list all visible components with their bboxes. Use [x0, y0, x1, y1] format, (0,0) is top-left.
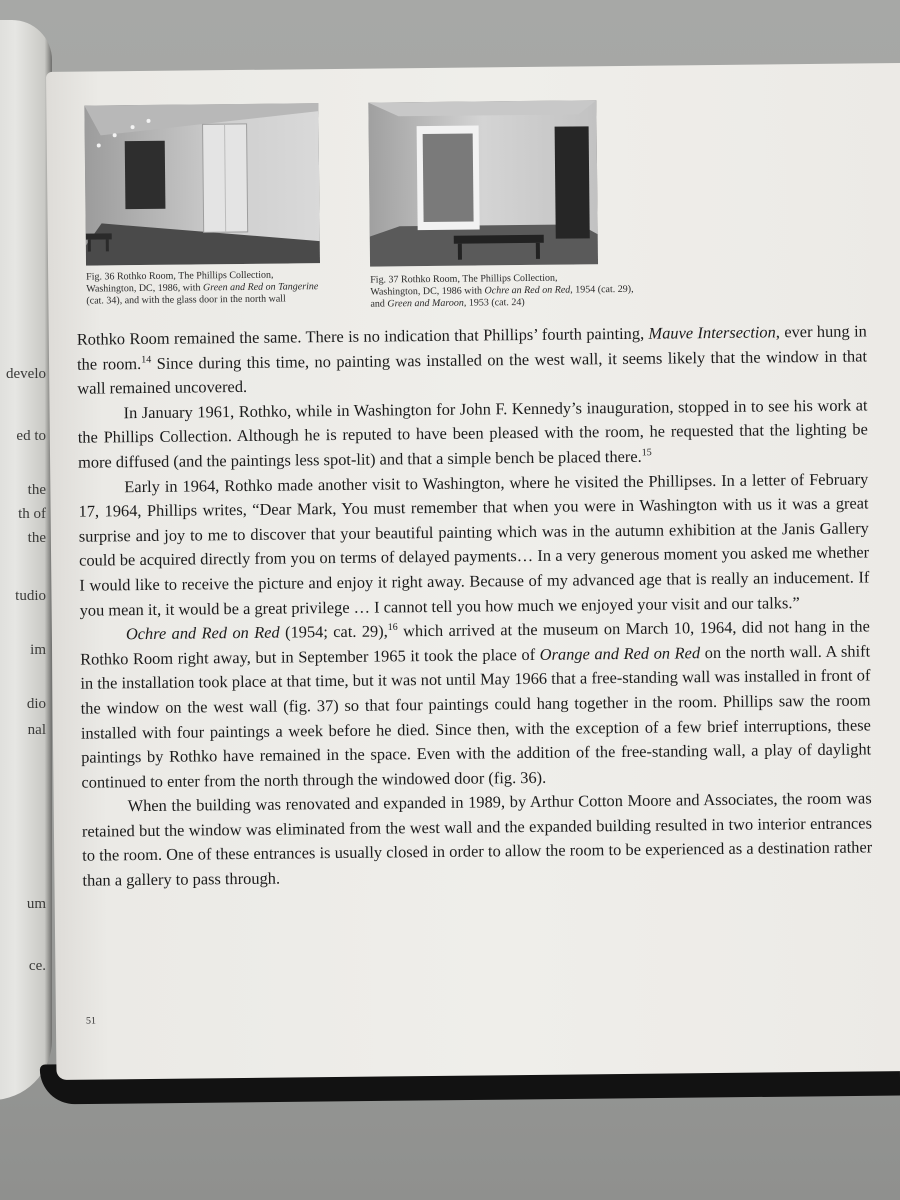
left-page-fragment: the — [27, 530, 46, 546]
caption-line: (cat. 34), and with the glass door in the north wall — [86, 293, 286, 307]
left-page-fragment: th of — [18, 506, 46, 522]
left-page-fragment: um — [26, 896, 46, 912]
caption-line: Fig. 36 Rothko Room, The Phillips Collection, — [86, 269, 274, 283]
left-page-fragment: the — [27, 482, 46, 498]
caption-line: and — [370, 298, 388, 310]
gallery-photo-fig36 — [84, 103, 320, 265]
left-page-fragment: im — [30, 642, 46, 658]
left-page-fragment: ed to — [16, 428, 46, 444]
caption-line: Washington, DC, 1986 with — [370, 285, 485, 298]
gallery-photo-image — [84, 103, 320, 265]
artwork-title: Ochre an Red on Red — [484, 284, 571, 297]
paragraph — [77, 393, 868, 475]
gallery-photo-fig37 — [368, 100, 598, 266]
page-number: 51 — [85, 1015, 96, 1027]
paragraph: Early in 1964, Rothko made another visit to Washington, where he visited the Phillipses. In a letter of February 17, 1964, Phillips writes, “Dear Mark, You must remember that when you were in Washington with us it was a great surprise and joy to me to discover that your beautiful painting which was in the autumn exhibition at the Janis Gallery could be acquired directly from you on terms of delayed payments… In a very generous moment you asked me whether I would like to receive the picture and enjoy it right away. Because of my advanced age that is really an inducement. If you mean it, it would be a great privilege … I cannot tell you how much we enjoyed your visit and our talks.” — [78, 468, 870, 620]
artwork-title: Green and Red on Tangerine — [202, 281, 319, 294]
footnote-ref: 15 — [641, 447, 652, 459]
text-run: (1954; cat. 29), — [279, 621, 388, 642]
left-page-fragment: tudio — [15, 588, 46, 604]
caption-line: Fig. 37 Rothko Room, The Phillips Collection, — [370, 272, 558, 286]
text-run: Rothko Room remained the same. There is no indication that Phillips’ fourth painting, — [76, 323, 649, 349]
left-page-edge — [0, 20, 52, 1100]
caption-line: , 1954 (cat. 29), — [570, 283, 634, 296]
artwork-title: Orange and Red on Red — [539, 642, 701, 664]
gallery-photo-image — [368, 100, 598, 266]
left-page-fragment: develo — [6, 366, 46, 382]
artwork-title: Ochre and Red on Red — [125, 622, 280, 644]
artwork-title: Green and Maroon — [387, 297, 464, 310]
paragraph — [77, 319, 868, 401]
paragraph — [80, 615, 872, 795]
text-run: In January 1961, Rothko, while in Washington for John F. Kennedy’s inauguration, stopped in to see his work at the Phillips Collection. Although he is reputed to have been pleased with the room, he requested that the lighting be more diffused (and the paintings less spot-lit) and that a simple bench be placed there. — [77, 395, 868, 472]
figure-37-caption — [370, 272, 660, 311]
figure-36-caption — [86, 269, 346, 308]
footnote-ref: 16 — [387, 622, 398, 634]
artwork-title: Mauve Intersection — [648, 322, 776, 343]
book-page — [46, 63, 900, 1080]
left-page-fragment: nal — [27, 722, 46, 738]
caption-line: Washington, DC, 1986, with — [86, 282, 204, 295]
text-run: which arrived at the museum on March 10, 1964, did not hang in the Rothko Room right away, but in September 1965 it took the place of — [80, 616, 870, 669]
left-page-fragment: dio — [26, 696, 46, 712]
text-run: on the north wall. A shift in the installation took place at that time, but it was not until May 1966 that a free-standing wall was installed in front of the window on the west wall (fig. 37) so that four paintings could hang together in the room. Phillips saw the room installed with four paintings a week before he died. Since then, with the exception of a few brief interruptions, these paintings by Rothko have remained in the space. Even with the addition of the free-standing wall, a play of daylight continued to enter from the north through the windowed door (fig. 36). — [80, 641, 872, 792]
paragraph: When the building was renovated and expanded in 1989, by Arthur Cotton Moore and Associates, the room was retained but the window was eliminated from the west wall and the expanded building resulted in two interior entrances to the room. One of these entrances is usually closed in order to allow the room to be experienced as a destination rather than a gallery to pass through. — [81, 788, 873, 890]
text-run: , ever hung in the room. — [76, 321, 867, 374]
caption-line: , 1953 (cat. 24) — [463, 297, 525, 309]
left-page-fragment: ce. — [28, 958, 46, 974]
text-run: Since during this time, no painting was installed on the west wall, it seems likely that the window in that wall remained uncovered. — [77, 346, 868, 398]
footnote-ref: 14 — [141, 354, 152, 366]
body-text — [77, 319, 873, 893]
